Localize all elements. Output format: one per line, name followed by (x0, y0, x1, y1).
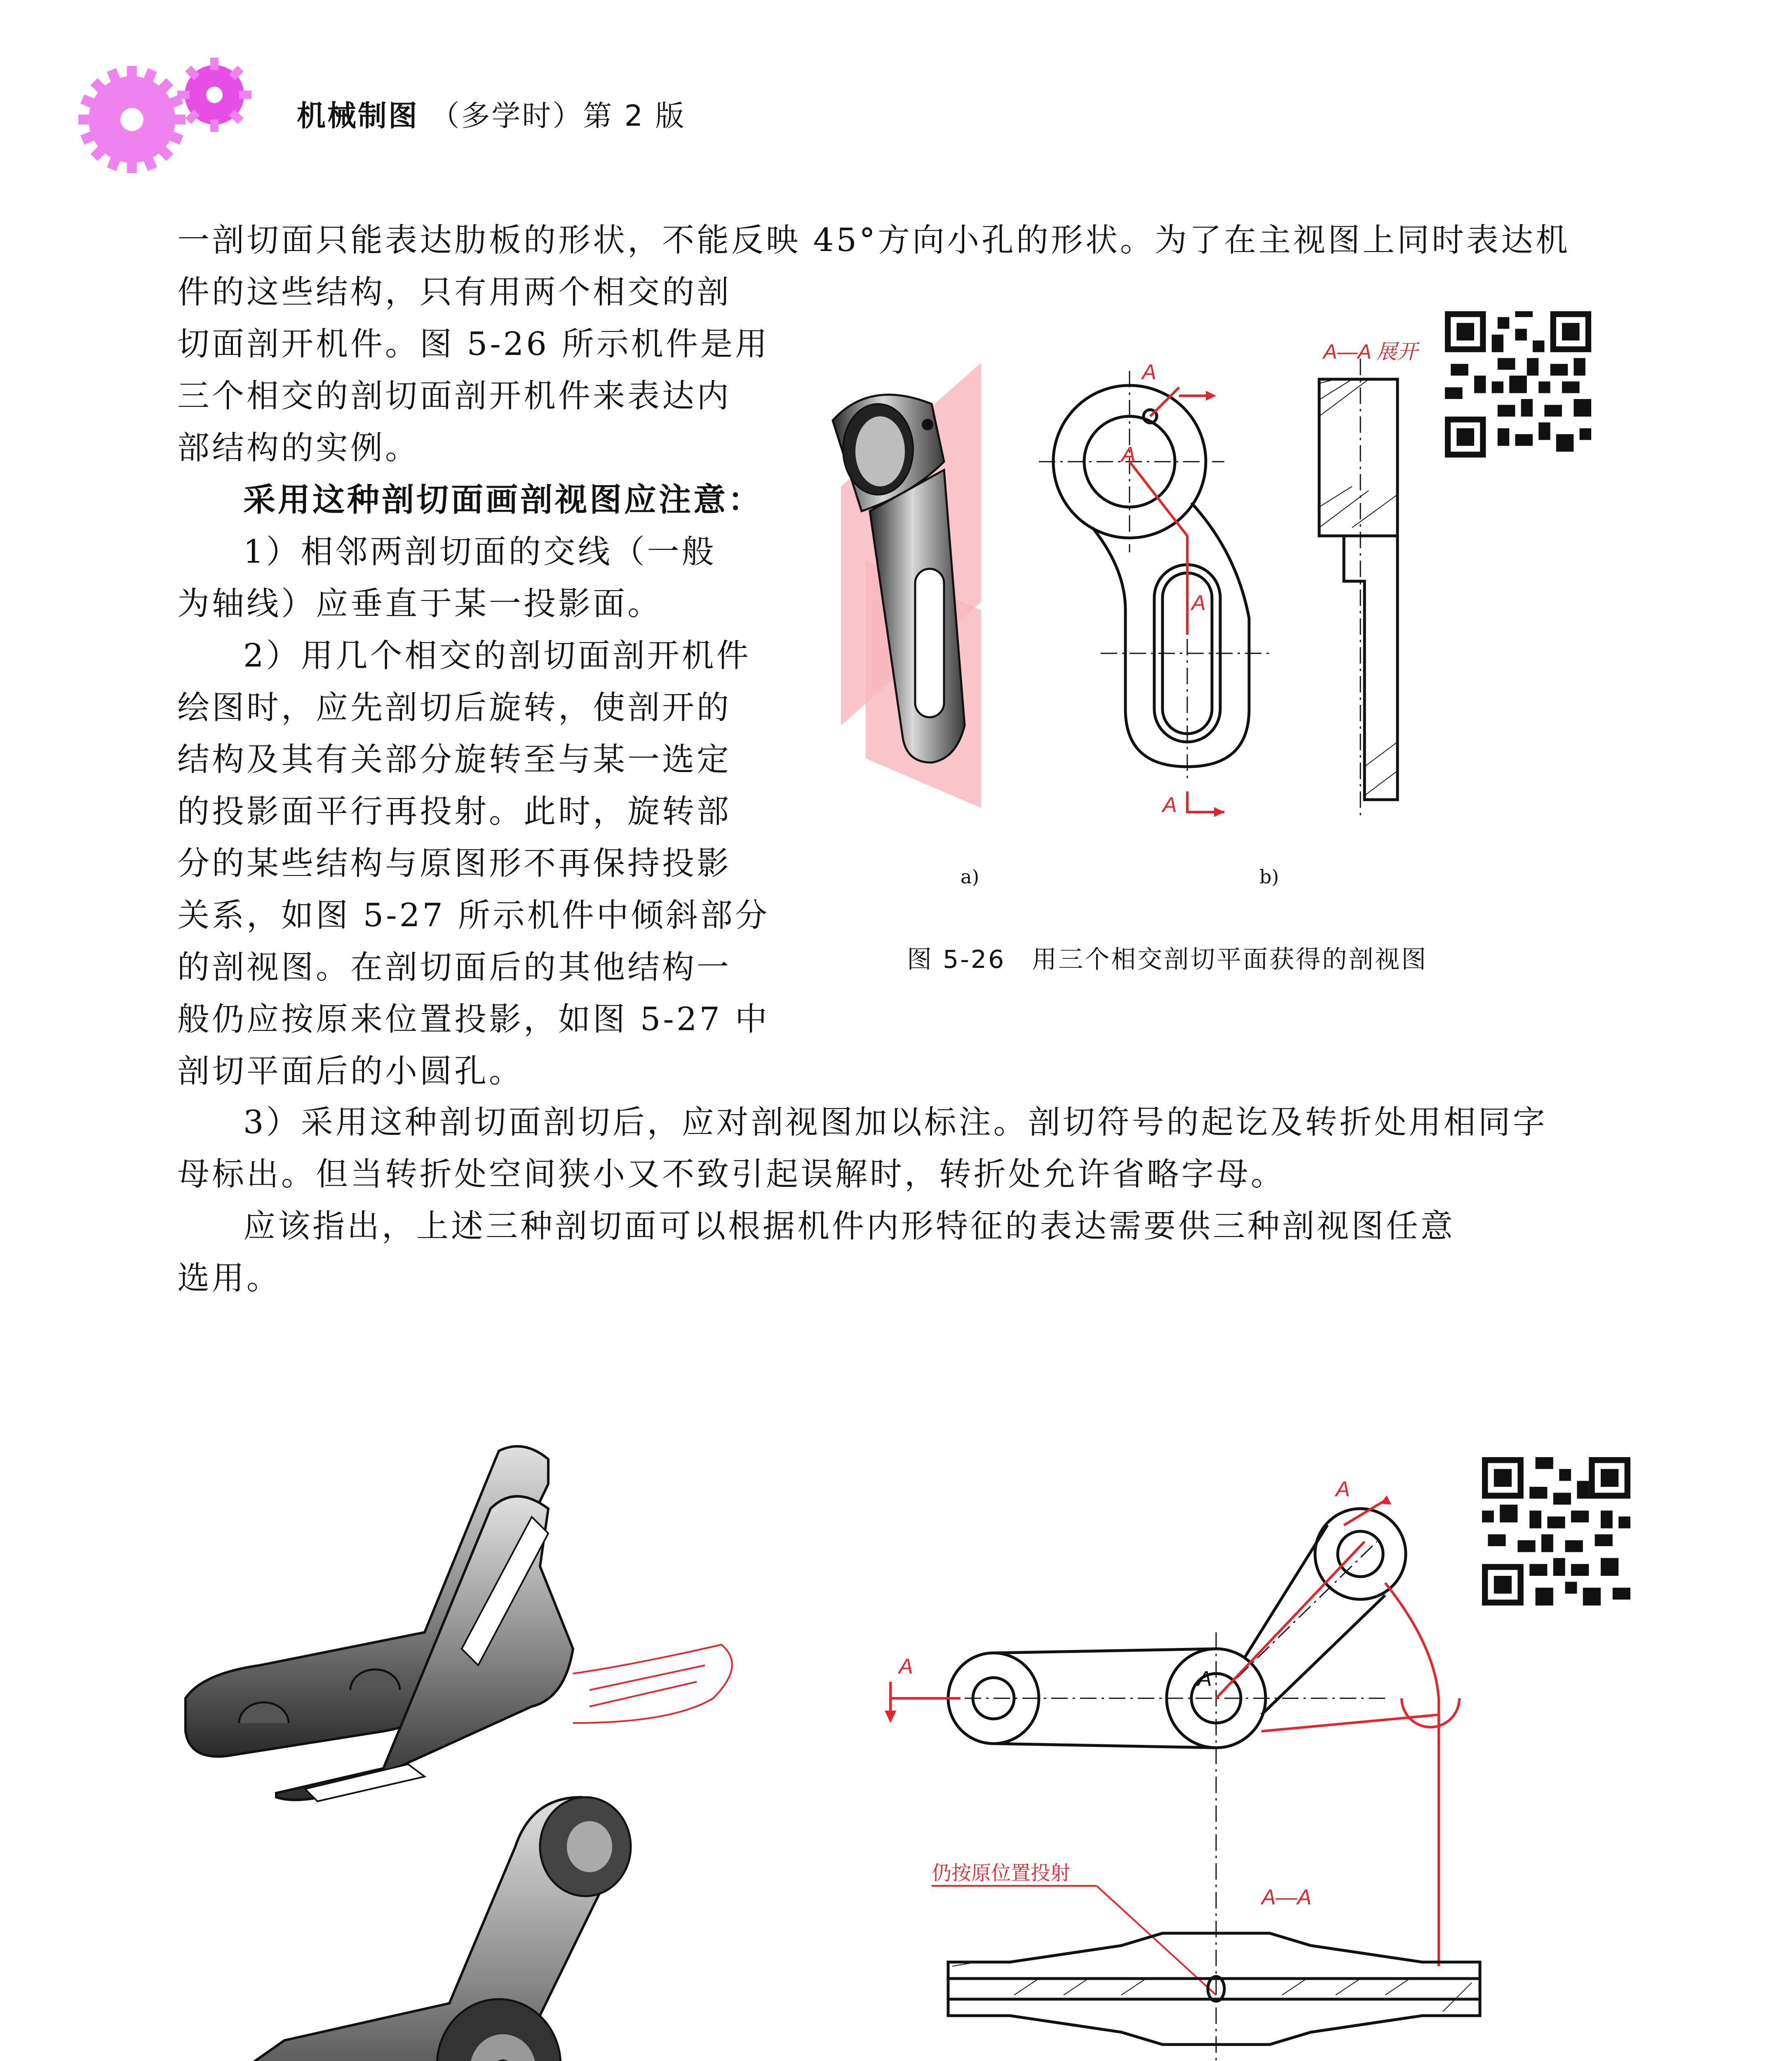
fig526-iso-part (808, 354, 1031, 824)
text-line: 剖切平面后的小圆孔。 (177, 1053, 524, 1090)
fig527-iso-parts (177, 1434, 903, 2061)
text-line: 为轴线）应垂直于某一投影面。 (177, 585, 662, 622)
section-letter: A (1336, 1477, 1350, 1501)
text-line: 般仍应按原来位置投影，如图 5-27 中 (177, 1001, 770, 1038)
text-line: 3）采用这种剖切面剖切后，应对剖视图加以标注。剖切符号的起讫及转折处用相同字 (243, 1104, 1548, 1141)
text-line: 选用。 (177, 1260, 282, 1297)
text-line: 的剖视图。在剖切面后的其他结构一 (177, 949, 732, 986)
fig526-section-label: A—A 展开 (1323, 340, 1418, 363)
left-column-text (177, 266, 787, 1097)
text-line: 三个相交的剖切面剖开机件来表达内 (177, 378, 732, 415)
qr-code-icon (1482, 1457, 1630, 1606)
text-line: 部结构的实例。 (177, 430, 420, 467)
fig527-section-drawing (890, 1459, 1525, 2061)
section-letter: A (1121, 443, 1136, 467)
text-line: 1）相邻两剖切面的交线（一般 (243, 533, 716, 570)
fig527-section-label: A—A (1261, 1885, 1312, 1909)
text-line: 切面剖开机件。图 5-26 所示机件是用 (177, 326, 770, 363)
section-letter: A (1198, 1667, 1212, 1691)
intro-line: 一剖切面只能表达肋板的形状，不能反映 45°方向小孔的形状。为了在主视图上同时表达机 (177, 222, 1571, 259)
text-line: 结构及其有关部分旋转至与某一选定 (177, 741, 732, 778)
notice-heading: 采用这种剖切面画剖视图应注意： (243, 481, 763, 519)
qr-code-icon (1445, 311, 1591, 458)
text-line: 应该指出，上述三种剖切面可以根据机件内形特征的表达需要供三种剖视图任意 (243, 1208, 1456, 1245)
fig526-sub-b: b) (1259, 866, 1279, 888)
text-line: 件的这些结构，只有用两个相交的剖 (177, 274, 732, 311)
book-header (297, 93, 686, 134)
book-title: 机械制图 (297, 99, 419, 133)
text-line: 分的某些结构与原图形不再保持投影 (177, 845, 732, 882)
section-letter: A (899, 1655, 913, 1678)
section-letter: A (1191, 591, 1206, 615)
fig526-sub-a: a) (961, 866, 979, 888)
text-line: 的投影面平行再投射。此时，旋转部 (177, 793, 732, 830)
text-line: 关系，如图 5-27 所示机件中倾斜部分 (177, 897, 770, 934)
section-letter: A (1163, 793, 1177, 817)
fig526-section-drawing (1039, 322, 1459, 824)
text-line: 绘图时，应先剖切后旋转，使剖开的 (177, 689, 732, 726)
edition-note: （多学时）第 2 版 (430, 99, 686, 133)
text-line: 2）用几个相交的剖切面剖开机件 (243, 637, 751, 674)
text-line: 母标出。但当转折处空间狭小又不致引起误解时，转折处允许省略字母。 (177, 1156, 1286, 1193)
projection-note: 仍按原位置投射 (932, 1861, 1071, 1885)
bottom-text (177, 1096, 1620, 1304)
gear-logo-icon (74, 49, 264, 181)
fig526-caption: 图 5-26 用三个相交剖切平面获得的剖视图 (907, 945, 1428, 974)
section-letter: A (1142, 360, 1156, 384)
